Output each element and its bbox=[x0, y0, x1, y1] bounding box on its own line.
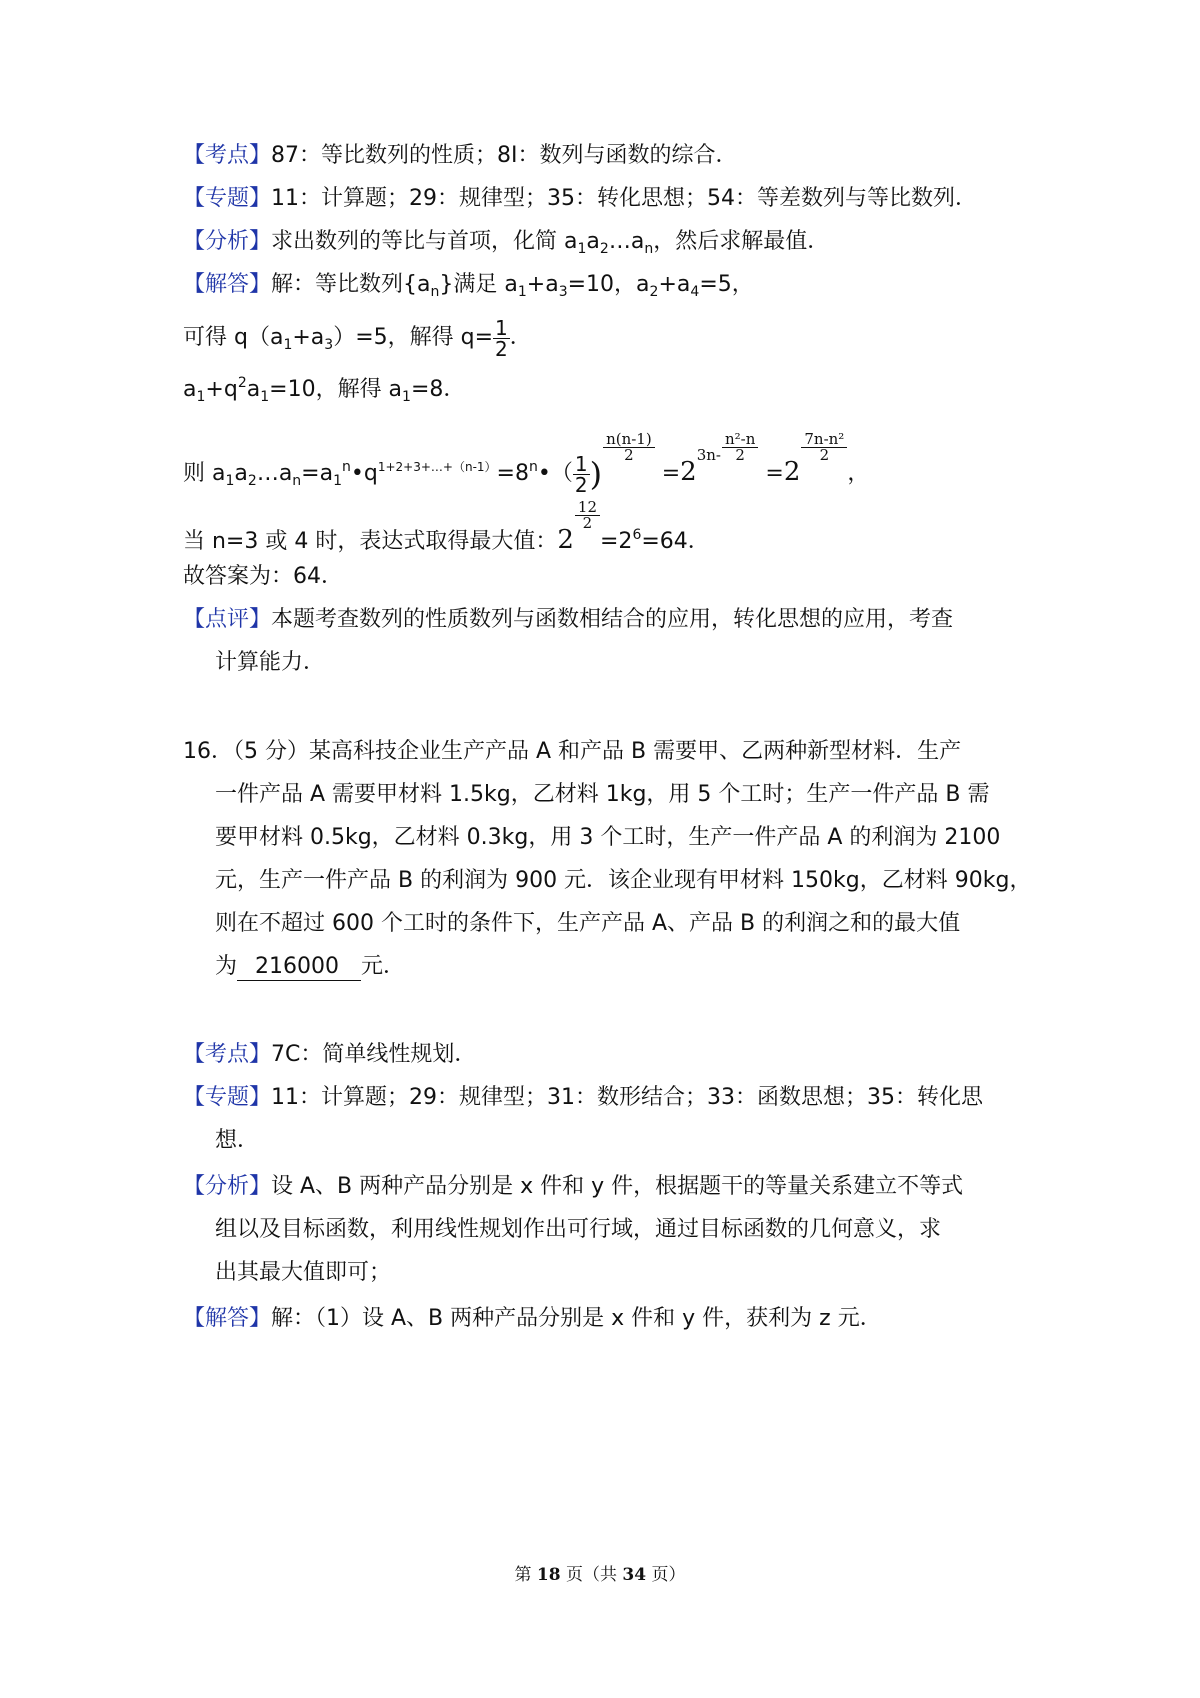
page-footer: 第 18 页（共 34 页） bbox=[514, 1565, 686, 1585]
exponent-7n-n2: $\frac{\text{7n-n²}}{2}$ bbox=[801, 432, 847, 463]
problem-16-line-1: 16．（5 分）某高科技企业生产产品 A 和产品 B 需要甲、乙两种新型材料．生产 bbox=[183, 739, 962, 764]
jieda-line-1: 【解答】解：等比数列$\{a_n\}$满足 $a_1+a_3=10$，$a_2+a_4=5$， bbox=[183, 272, 754, 300]
problem-16-line-6: 为 216000 元． bbox=[215, 954, 406, 979]
fraction-half: $\frac{1}{2}$ bbox=[495, 315, 508, 361]
kaodian-line-1 bbox=[183, 141, 738, 171]
exponent-12-over-2: $\frac{12}{2}$ bbox=[575, 500, 600, 531]
solve-q-line: 可得 $q(a_1+a_3)=5$，解得 q= $\frac{1}{2}$ ． bbox=[183, 315, 532, 361]
zhuanti-line-2: 【专题】11：计算题；29：规律型；31：数形结合；33：函数思想；35：转化思 bbox=[183, 1085, 983, 1110]
exponent-n2-n: $\frac{\text{n²-n}}{2}$ bbox=[722, 432, 758, 463]
problem-16-line-3: 要甲材料 0.5kg，乙材料 0.3kg，用 3 个工时，生产一件产品 A 的利润为 2100 bbox=[215, 825, 1001, 850]
fenxi-line-2: 【分析】设 A、B 两种产品分别是 x 件和 y 件，根据题干的等量关系建立不等式 bbox=[183, 1174, 964, 1199]
page-total: 34 bbox=[622, 1565, 647, 1585]
kaodian-tag: 【考点】 bbox=[183, 143, 272, 168]
problem-16-line-4: 元，生产一件产品 B 的利润为 900 元．该企业现有甲材料 150kg，乙材料 90kg， bbox=[215, 868, 1032, 893]
kaodian-tag: 【考点】 bbox=[183, 1042, 272, 1067]
fenxi-tag: 【分析】 bbox=[183, 229, 272, 254]
answer-line: 故答案为：64． bbox=[183, 564, 343, 589]
zhuanti-line-2-cont: 想． bbox=[215, 1128, 260, 1153]
problem-16-line-2: 一件产品 A 需要甲材料 1.5kg，乙材料 1kg，用 5 个工时；生产一件产品 B 需 bbox=[215, 782, 990, 807]
zhuanti-line-1 bbox=[183, 184, 977, 214]
fenxi-line-1: 【分析】求出数列的等比与首项，化简 $a_1a_2\dots a_n$，然后求解最值． bbox=[183, 229, 830, 257]
fenxi-tag: 【分析】 bbox=[183, 1174, 272, 1199]
product-formula-line: 则 $a_1a_2\dots a_n=a_1^n•q^{1+2+3+\dots+(n-1)}=8^n•$（ $\frac{1}{2}$ ) $\frac{n(n-1)}{2}$ $=2^{3n-}$ $\frac{\text{n²-n}}{2}$ =2 $\frac{\text{7n-n²}}{2}$ ， bbox=[183, 430, 870, 497]
fenxi-line-2b: 组以及目标函数，利用线性规划作出可行域，通过目标函数的几何意义，求 bbox=[215, 1217, 942, 1242]
dianping-line-1: 【点评】本题考查数列的性质数列与函数相结合的应用，转化思想的应用，考查 bbox=[183, 607, 954, 632]
dianping-tag: 【点评】 bbox=[183, 607, 272, 632]
max-value-line: 当 n=3 或 4 时，表达式取得最大值：2 $\frac{12}{2}$ $=2^6=64$． bbox=[183, 498, 710, 555]
dianping-line-2: 计算能力． bbox=[215, 650, 326, 675]
jieda-line-2: 【解答】解：（1）设 A、B 两种产品分别是 x 件和 y 件，获利为 z 元． bbox=[183, 1306, 882, 1331]
jieda-tag: 【解答】 bbox=[183, 1306, 272, 1331]
page-number: 18 bbox=[536, 1565, 561, 1585]
problem-16-line-5: 则在不超过 600 个工时的条件下，生产产品 A、产品 B 的利润之和的最大值 bbox=[215, 911, 961, 936]
fenxi-line-2c: 出其最大值即可； bbox=[215, 1260, 392, 1285]
zhuanti-tag: 【专题】 bbox=[183, 1085, 272, 1110]
jieda-tag: 【解答】 bbox=[183, 272, 272, 297]
exponent-n-n-1: $\frac{n(n-1)}{2}$ bbox=[603, 432, 655, 463]
answer-blank: 216000 bbox=[237, 954, 361, 981]
kaodian-line-2: 【考点】7C：简单线性规划． bbox=[183, 1042, 477, 1067]
fraction-half-base: $\frac{1}{2}$ bbox=[574, 451, 588, 497]
zhuanti-tag: 【专题】 bbox=[183, 186, 272, 211]
zhuanti-text: 11：计算题；29：规律型；35：转化思想；54：等差数列与等比数列． bbox=[271, 186, 977, 211]
solve-a1-line: $a_1+q^2a_1=10$，解得 $a_1=8$． bbox=[183, 375, 466, 405]
kaodian-text: 87：等比数列的性质；8I：数列与函数的综合． bbox=[271, 143, 738, 168]
